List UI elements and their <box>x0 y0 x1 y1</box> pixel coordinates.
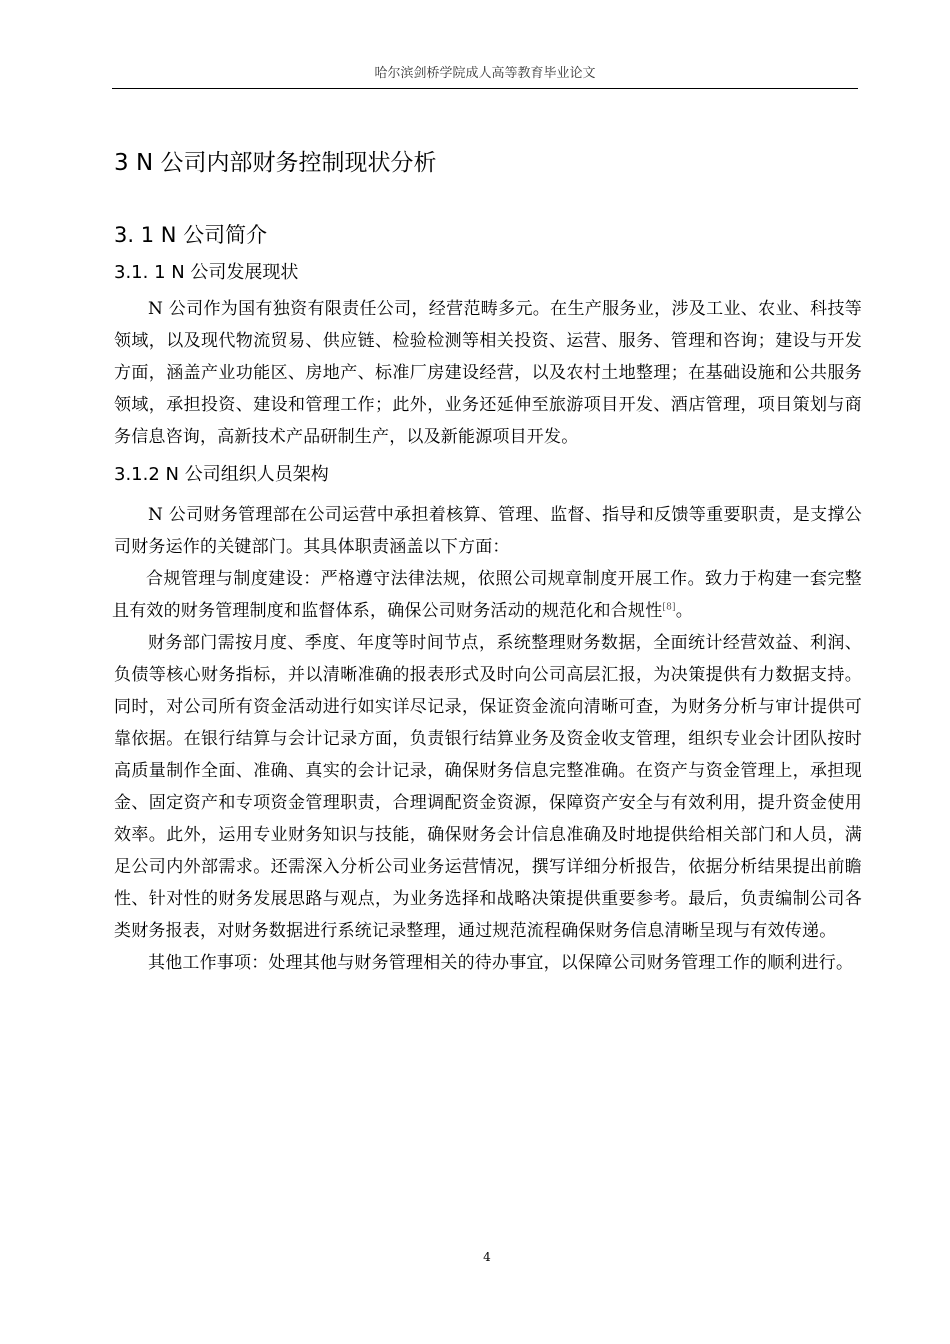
chapter-title: 3 N 公司内部财务控制现状分析 <box>114 150 437 176</box>
paragraph-duties: 财务部门需按月度、季度、年度等时间节点，系统整理财务数据，全面统计经营效益、利润、负债等核心财务指标，并以清晰准确的报表形式及时向公司高层汇报，为决策提供有力数据支持。同时，对公司所有资金活动进行如实详尽记录，保证资金流向清晰可查，为财务分析与审计提供可靠依据。在银行结算与会计记录方面，负责银行结算业务及资金收支管理，组织专业会计团队按时高质量制作全面、准确、真实的会计记录，确保财务信息完整准确。在资产与资金管理上，承担现金、固定资产和专项资金管理职责，合理调配资金资源，保障资产安全与有效利用，提升资金使用效率。此外，运用专业财务知识与技能，确保财务会计信息准确及时地提供给相关部门和人员，满足公司内外部需求。还需深入分析公司业务运营情况，撰写详细分析报告，依据分析结果提出前瞻性、针对性的财务发展思路与观点，为业务选择和战略决策提供重要参考。最后，负责编制公司各类财务报表，对财务数据进行系统记录整理，通过规范流程确保财务信息清晰呈现与有效传递。 <box>114 633 862 941</box>
citation-ref: [8] <box>662 602 676 613</box>
subsection-title-development: 3.1. 1 N 公司发展现状 <box>114 262 299 283</box>
page-number: 4 <box>483 1250 491 1264</box>
subsection-title-organization: 3.1.2 N 公司组织人员架构 <box>114 464 329 485</box>
paragraph-other-duties: 其他工作事项：处理其他与财务管理相关的待办事宜，以保障公司财务管理工作的顺利进行。 <box>148 953 854 973</box>
header-rule <box>112 88 858 89</box>
page-body <box>114 146 862 979</box>
compliance-text: 合规管理与制度建设：严格遵守法律法规，依照公司规章制度开展工作。致力于构建一套完整且有效的财务管理制度和监督体系，确保公司财务活动的规范化和合规性 <box>112 569 862 621</box>
paragraph-development-status: N 公司作为国有独资有限责任公司，经营范畴多元。在生产服务业，涉及工业、农业、科技等领域，以及现代物流贸易、供应链、检验检测等相关投资、运营、服务、管理和咨询；建设与开发方面，涵盖产业功能区、房地产、标准厂房建设经营，以及农村土地整理；在基础设施和公共服务领域，承担投资、建设和管理工作；此外，业务还延伸至旅游项目开发、酒店管理，项目策划与商务信息咨询，高新技术产品研制生产，以及新能源项目开发。 <box>114 299 862 447</box>
running-header: 哈尔滨剑桥学院成人高等教育毕业论文 <box>374 66 596 81</box>
paragraph-compliance <box>112 563 862 627</box>
section-title: 3. 1 N 公司简介 <box>114 223 268 247</box>
paragraph-finance-department-intro: N 公司财务管理部在公司运营中承担着核算、管理、监督、指导和反馈等重要职责，是支撑公司财务运作的关键部门。其具体职责涵盖以下方面： <box>114 505 862 557</box>
compliance-end: 。 <box>675 601 693 621</box>
